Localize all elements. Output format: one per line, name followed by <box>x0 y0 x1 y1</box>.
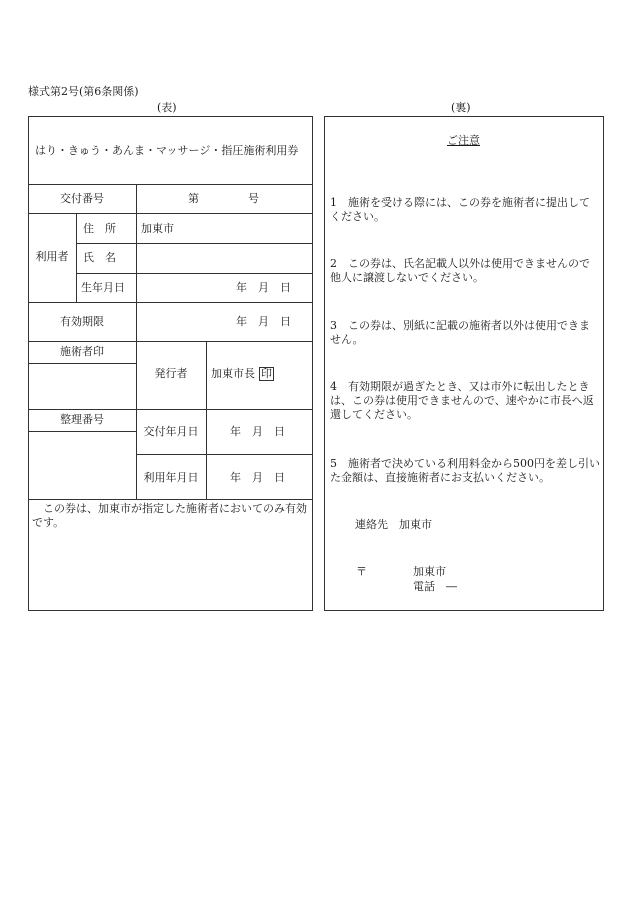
issued-date-label: 交付年月日 <box>143 425 199 438</box>
validity-note: この券は、加東市が指定した施術者においてのみ有効です。 <box>32 502 307 529</box>
voucher-title: はり・きゅう・あんま・マッサージ・指圧施術利用券 <box>35 144 299 157</box>
issue-number-label: 交付番号 <box>60 192 104 205</box>
contact-phone: 電話 ― <box>413 580 457 593</box>
reference-number-label: 整理番号 <box>60 413 104 426</box>
form-number-label: 様式第2号(第6条関係) <box>28 85 139 98</box>
issued-date-value: 年 月 日 <box>230 425 285 438</box>
issuer-name: 加東市長 <box>211 367 255 380</box>
validity-value: 年 月 日 <box>236 315 291 328</box>
dob-label: 生年月日 <box>81 281 125 294</box>
back-card <box>324 116 604 611</box>
used-date-label: 利用年月日 <box>143 471 199 484</box>
validity-label: 有効期限 <box>60 315 104 328</box>
address-label: 住 所 <box>83 222 116 235</box>
postal-mark: 〒 <box>356 565 367 578</box>
back-side-label: (裏) <box>451 101 471 114</box>
provider-seal-label: 施術者印 <box>60 345 104 358</box>
name-label: 氏 名 <box>83 251 116 264</box>
used-date-value: 年 月 日 <box>230 471 285 484</box>
official-seal-box: 印 <box>261 367 272 380</box>
front-side-label: (表) <box>157 101 177 114</box>
dob-value: 年 月 日 <box>236 281 291 294</box>
notice-item-1: 1 施術を受ける際には、この券を施術者に提出してください。 <box>330 196 590 223</box>
notice-item-3: 3 この券は、別紙に記載の施術者以外は使用できません。 <box>330 319 590 346</box>
notice-item-4: 4 有効期限が過ぎたとき、又は市外に転出したときは、この券は使用できませんので、速やかに市長へ返還してください。 <box>330 380 594 421</box>
notice-title: ご注意 <box>447 134 480 147</box>
notice-item-5: 5 施術者で決めている利用料金から500円を差し引いた金額は、直接施術者にお支払いください。 <box>330 457 600 484</box>
contact-city: 加東市 <box>413 565 446 578</box>
issuer-label: 発行者 <box>154 367 188 380</box>
issue-number-suffix: 号 <box>248 192 259 205</box>
issuer-value <box>211 367 274 381</box>
notice-item-2: 2 この券は、氏名記載人以外は使用できませんので他人に譲渡しないでください。 <box>330 257 590 284</box>
contact-label: 連絡先 加東市 <box>355 518 432 531</box>
issue-number-prefix: 第 <box>188 192 199 205</box>
address-value: 加東市 <box>141 222 174 235</box>
user-label: 利用者 <box>35 250 69 263</box>
